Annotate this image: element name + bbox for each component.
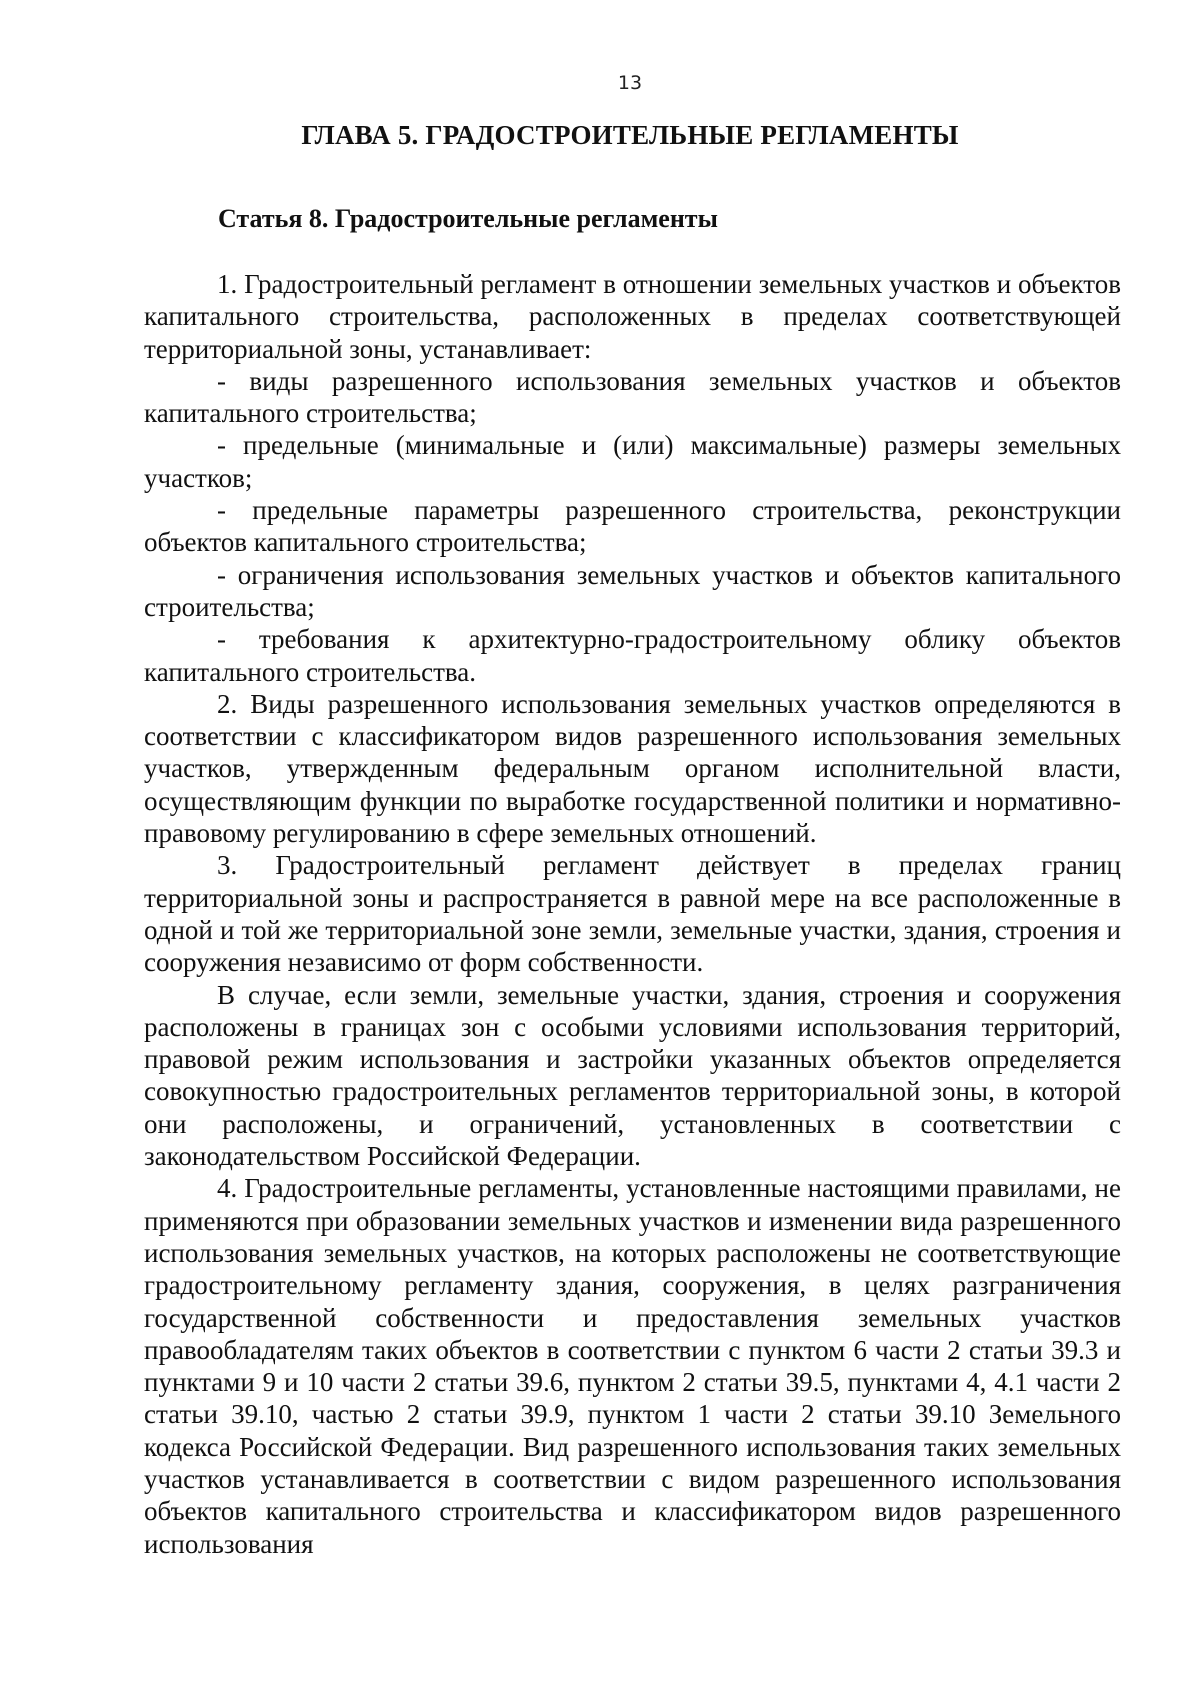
paragraph-3: 3. Градостроительный регламент действует в пределах границ территориальной зоны и распространяется в равной мере на все расположенные в одной и той же территориальной зоне земли, земельные участки, здания, строения и сооружения независимо от форм собственности. — [144, 850, 1121, 978]
list-item-plot-sizes: - предельные (минимальные и (или) максимальные) размеры земельных участков; — [144, 430, 1121, 493]
list-item-permitted-use: - виды разрешенного использования земельных участков и объектов капитального строительства; — [144, 365, 1121, 429]
paragraph-2: 2. Виды разрешенного использования земельных участков определяются в соответствии с классификатором видов разрешенного использования земельных участков, утвержденным федеральным органом исполнительной власти, осуществляющим функции по выработке государственной политики и нормативно-правовому регулированию в сфере земельных отношений. — [144, 688, 1121, 849]
paragraph-4: 4. Градостроительные регламенты, установленные настоящими правилами, не применяются при образовании земельных участков и изменении вида разрешенного использования земельных участков, на которых расположены не соответствующие градостроительному регламенту здания, сооружения, в целях разграничения государственной собственности и предоставления земельных участков правообладателям таких объектов в соответствии с пунктом 6 части 2 статьи 39.3 и пунктами 9 и 10 части 2 статьи 39.6, пунктом 2 статьи 39.5, пунктами 4, 4.1 части 2 статьи 39.10, частью 2 статьи 39.9, пунктом 1 части 2 статьи 39.10 Земельного кодекса Российской Федерации. Вид разрешенного использования таких земельных участков устанавливается в соответствии с видом разрешенного использования объектов капитального строительства и классификатором видов разрешенного использования — [144, 1173, 1121, 1559]
list-item-use-restrictions: - ограничения использования земельных участков и объектов капитального строительства; — [144, 559, 1121, 622]
page-number: 13 — [617, 72, 643, 94]
chapter-title: ГЛАВА 5. ГРАДОСТРОИТЕЛЬНЫЕ РЕГЛАМЕНТЫ — [301, 120, 959, 150]
list-item-construction-parameters: - предельные параметры разрешенного строительства, реконструкции объектов капитального строительства; — [144, 495, 1121, 558]
list-item-architectural-requirements: - требования к архитектурно-градостроительному облику объектов капитального строительства. — [144, 624, 1121, 687]
article-body — [144, 268, 1121, 1560]
paragraph-3-continuation: В случае, если земли, земельные участки, здания, строения и сооружения расположены в границах зон с особыми условиями использования территорий, правовой режим использования и застройки указанных объектов определяется совокупностью градостроительных регламентов территориальной зоны, в которой они расположены, и ограничений, установленных в соответствии с законодательством Российской Федерации. — [144, 979, 1121, 1172]
article-title: Статья 8. Градостроительные регламенты — [218, 204, 718, 233]
paragraph-1: 1. Градостроительный регламент в отношении земельных участков и объектов капитального строительства, расположенных в пределах соответствующей территориальной зоны, устанавливает: — [144, 269, 1121, 364]
